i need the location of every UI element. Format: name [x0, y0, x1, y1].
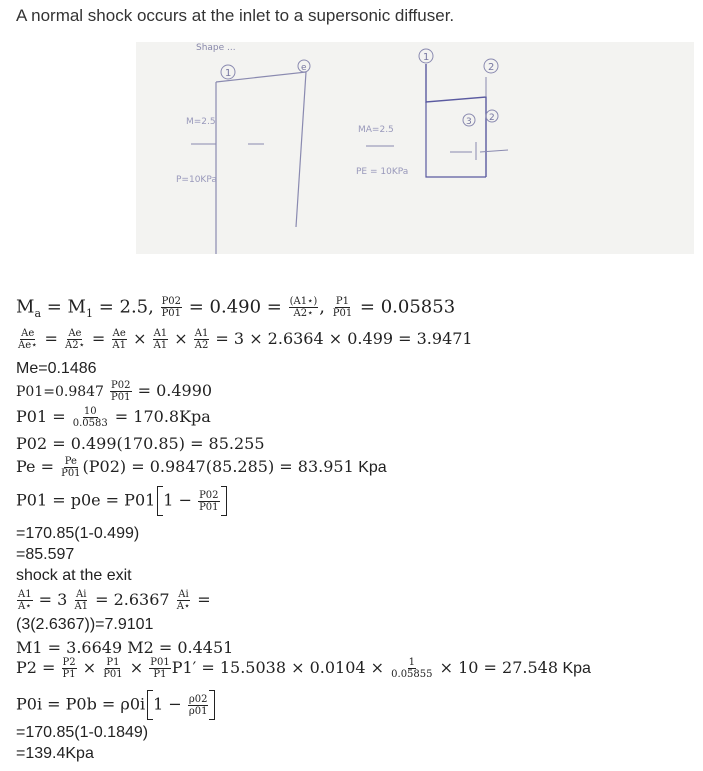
eq-line-7: Pe = $\frac{Pe}{P01}$ (P02) = 0.9847(85.285) = 83.951 Kpa	[16, 456, 387, 479]
sketch-label-3-right: 3	[466, 117, 472, 127]
sketch-mach-left: M=2.5	[186, 117, 216, 127]
sketch-label-1-right: 1	[423, 52, 430, 63]
sketch-label-1-left: 1	[225, 68, 232, 79]
eq-line-18: =139.4Kpa	[16, 745, 94, 762]
eq-line-13: (3(2.6367))=7.9101	[16, 616, 154, 633]
eq-line-15: P2 = $\frac{P2}{P1}$ × $\frac{P1}{P01}$ × $\frac{P01}{P1}$ P1′ = 15.5038 × 0.0104 × $\frac{1}{0.05855}$ × 10 = 27.548 Kpa	[16, 657, 591, 680]
eq-line-16: P0i = P0b = ρ0i 1 − $\frac{\rho 02}{\rho 01}$	[16, 690, 217, 720]
eq-line-12: $\frac{A1}{A⋆}$ = 3 $\frac{Ai}{A1}$ = 2.6367 $\frac{Ai}{A⋆}$ =	[18, 589, 211, 612]
sketch-pressure-right: PE = 10KPa	[356, 167, 409, 177]
sketch-label-2-right: 2	[488, 62, 495, 73]
eq-line-8: P01 = p0e = P01 1 − $\frac{P02}{P01}$	[16, 486, 229, 516]
sketch-label-4-right: 2	[489, 113, 495, 123]
eq-line-17: =170.85(1-0.1849)	[16, 724, 149, 741]
sketch-pressure-left: P=10KPa	[176, 175, 217, 185]
sketch-scribble: Shape ...	[196, 43, 236, 53]
eq-line-5: P01 = $\frac{10}{0.0583}$ = 170.8Kpa	[16, 406, 211, 429]
eq-line-3: Me=0.1486	[16, 360, 97, 377]
eq-line-11: shock at the exit	[16, 567, 132, 584]
eq-line-2: $\frac{Ae}{Ae⋆}$ = $\frac{Ae}{A2⋆}$ = $\frac{Ae}{A1}$ × $\frac{A1}{A1}$ × $\frac{A1}{A2}$ = 3 × 2.6364 × 0.499 = 3.9471	[18, 328, 473, 351]
eq-line-1: $M_a = M_1 = 2.5$, $\frac{P02}{P01}$ = 0.490 = $\frac{(A1⋆)}{A2⋆}$ , $\frac{P1}{P01}$ = 0.05853	[16, 296, 456, 321]
sketch-mach-right: MA=2.5	[358, 125, 394, 135]
eq-line-10: =85.597	[16, 546, 75, 563]
problem-statement: A normal shock occurs at the inlet to a supersonic diffuser.	[16, 6, 455, 25]
eq-line-14: M1 = 3.6649 M2 = 0.4451	[16, 638, 234, 657]
hand-drawn-sketch	[136, 42, 694, 254]
eq-line-6: P02 = 0.499(170.85) = 85.255	[16, 434, 265, 453]
sketch-label-e-left: e	[301, 63, 307, 73]
eq-line-9: =170.85(1-0.499)	[16, 525, 140, 542]
eq-line-4: P01=0.9847 $\frac{P02}{P01}$ = 0.4990	[16, 380, 213, 403]
